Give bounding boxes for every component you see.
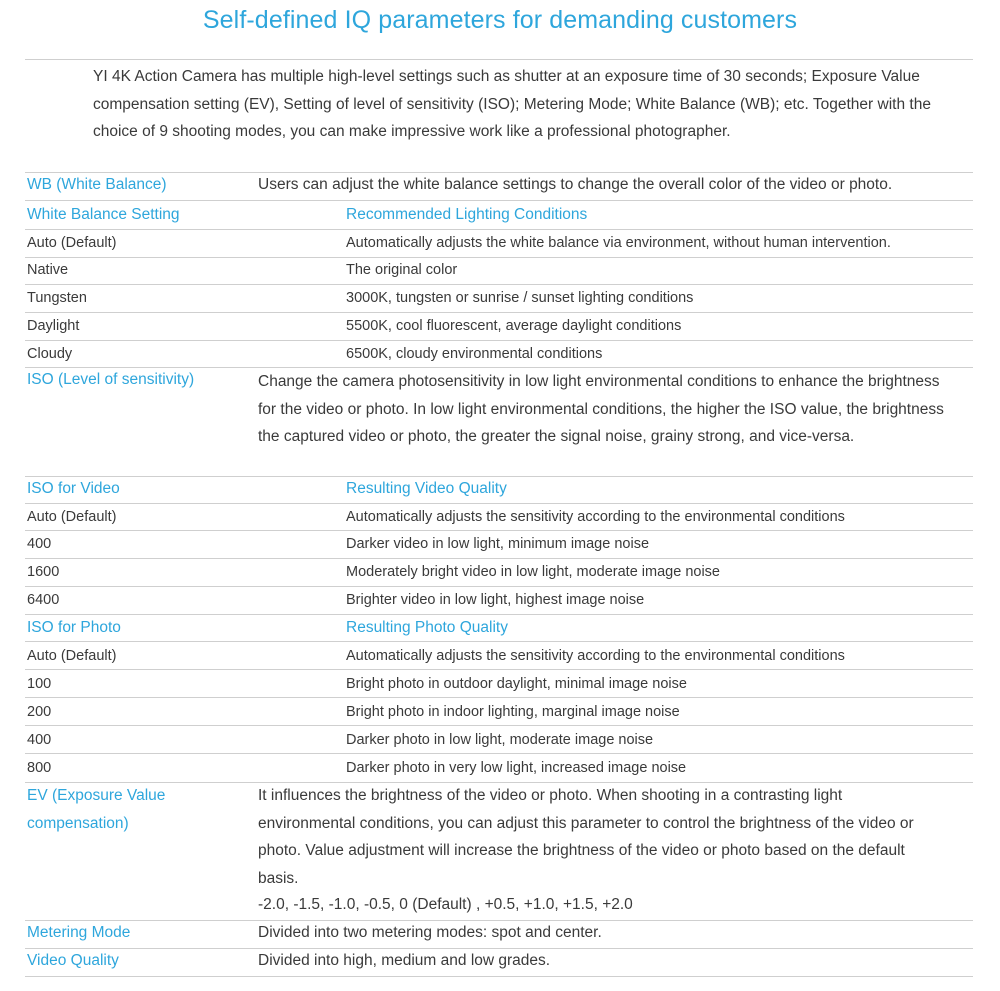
video-quality-label: Video Quality	[27, 952, 119, 969]
divider	[25, 586, 973, 587]
iso-photo-value: 400	[27, 732, 52, 748]
divider	[25, 172, 973, 173]
divider	[25, 920, 973, 921]
metering-mode-description: Divided into two metering modes: spot and center.	[258, 924, 602, 941]
wb-condition: 3000K, tungsten or sunrise / sunset lighting conditions	[346, 290, 694, 306]
iso-video-quality: Automatically adjusts the sensitivity according to the environmental conditions	[346, 509, 845, 525]
divider	[25, 641, 973, 642]
iso-video-quality-header: Resulting Video Quality	[346, 480, 507, 497]
iso-video-value: 6400	[27, 592, 60, 608]
wb-setting: Cloudy	[27, 346, 73, 362]
iso-photo-quality: Bright photo in outdoor daylight, minimal image noise	[346, 676, 687, 692]
divider	[25, 257, 973, 258]
iso-video-value: 400	[27, 536, 52, 552]
ev-description: It influences the brightness of the video or photo. When shooting in a contrasting light environmental conditions, you can adjust this parameter to control the brightness of the video or photo. Value adjustment will increase the brightness of the video or photo based on the default basis.	[258, 787, 914, 888]
divider	[25, 753, 973, 754]
wb-label: WB (White Balance)	[27, 176, 167, 193]
wb-condition: Automatically adjusts the white balance via environment, without human intervention.	[346, 235, 891, 251]
iso-photo-quality: Bright photo in indoor lighting, marginal image noise	[346, 704, 680, 720]
divider	[25, 476, 973, 477]
iso-video-quality: Darker video in low light, minimum image noise	[346, 536, 650, 552]
iso-video-quality: Brighter video in low light, highest image noise	[346, 592, 645, 608]
divider	[25, 725, 973, 726]
iso-video-header: ISO for Video	[27, 480, 120, 497]
divider	[25, 284, 973, 285]
page-title: Self-defined IQ parameters for demanding customers	[202, 6, 798, 34]
wb-condition: 5500K, cool fluorescent, average daylight conditions	[346, 318, 682, 334]
video-quality-description: Divided into high, medium and low grades.	[258, 952, 551, 969]
iso-video-quality: Moderately bright video in low light, moderate image noise	[346, 564, 720, 580]
divider	[25, 697, 973, 698]
iso-photo-value: 200	[27, 704, 52, 720]
wb-condition: The original color	[346, 262, 458, 278]
divider	[25, 614, 973, 615]
wb-setting: Auto (Default)	[27, 235, 117, 251]
iso-description: Change the camera photosensitivity in low light environmental conditions to enhance the brightness for the video or photo. In low light environmental conditions, the higher the ISO value, the brightness the captured video or photo, the greater the signal noise, grainy strong, and vice-versa.	[258, 373, 944, 446]
divider	[25, 558, 973, 559]
wb-setting: Tungsten	[27, 290, 87, 306]
iso-photo-header: ISO for Photo	[27, 619, 121, 636]
iso-photo-value: 800	[27, 760, 52, 776]
divider	[25, 340, 973, 341]
wb-table-header-setting: White Balance Setting	[27, 206, 180, 223]
wb-table-header-conditions: Recommended Lighting Conditions	[346, 206, 588, 223]
divider	[25, 530, 973, 531]
metering-mode-label: Metering Mode	[27, 924, 131, 941]
iso-photo-value: Auto (Default)	[27, 648, 117, 664]
divider	[25, 503, 973, 504]
ev-values: -2.0, -1.5, -1.0, -0.5, 0 (Default) , +0.5, +1.0, +1.5, +2.0	[258, 896, 633, 913]
wb-setting: Daylight	[27, 318, 80, 334]
divider	[25, 312, 973, 313]
divider	[25, 200, 973, 201]
ev-label: EV (Exposure Value compensation)	[27, 787, 166, 832]
iso-photo-quality: Automatically adjusts the sensitivity according to the environmental conditions	[346, 648, 845, 664]
divider	[25, 669, 973, 670]
wb-setting: Native	[27, 262, 69, 278]
wb-description: Users can adjust the white balance settings to change the overall color of the video or photo.	[258, 176, 893, 193]
divider	[25, 976, 973, 977]
iso-photo-value: 100	[27, 676, 52, 692]
iso-label: ISO (Level of sensitivity)	[27, 371, 195, 388]
divider	[25, 229, 973, 230]
wb-condition: 6500K, cloudy environmental conditions	[346, 346, 603, 362]
intro-paragraph: YI 4K Action Camera has multiple high-level settings such as shutter at an exposure time of 30 seconds; Exposure Value compensation setting (EV), Setting of level of sensitivity (ISO); Metering Mode; White Balance (WB); etc. Together with the choice of 9 shooting modes, you can make impressive work like a professional photographer.	[93, 68, 931, 140]
iso-video-value: 1600	[27, 564, 60, 580]
divider	[25, 59, 973, 60]
iso-video-value: Auto (Default)	[27, 509, 117, 525]
divider	[25, 948, 973, 949]
iso-photo-quality: Darker photo in very low light, increased image noise	[346, 760, 687, 776]
iso-photo-quality: Darker photo in low light, moderate image noise	[346, 732, 654, 748]
iso-photo-quality-header: Resulting Photo Quality	[346, 619, 508, 636]
